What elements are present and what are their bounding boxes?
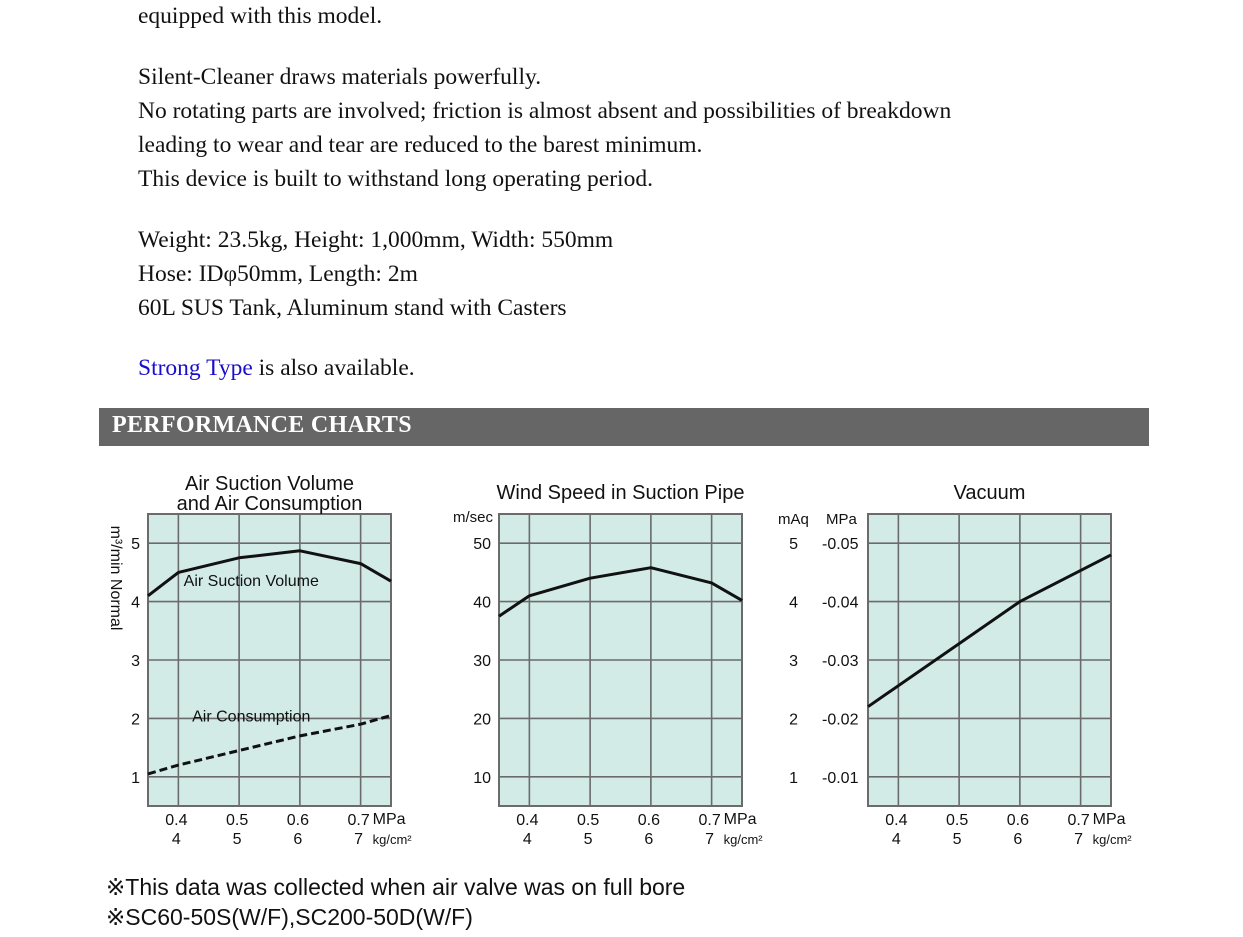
y-tick-label: 1 — [131, 769, 140, 787]
x-axis-unit: MPa — [1092, 811, 1126, 828]
y-tick-label: 40 — [473, 594, 491, 612]
x2-tick-label: 7 — [1074, 831, 1084, 848]
series-label: Air Consumption — [192, 708, 311, 726]
description-line: Silent-Cleaner draws materials powerfully. — [138, 64, 542, 90]
x-tick-label: 0.5 — [226, 812, 249, 829]
x-axis-unit: MPa — [372, 811, 406, 828]
chart-title: and Air Consumption — [176, 493, 363, 515]
y-tick-label: 10 — [473, 769, 491, 787]
y-tick-label: 4 — [789, 594, 798, 612]
y2-tick-label: -0.03 — [822, 653, 859, 670]
y-tick-label: 2 — [789, 711, 798, 729]
x-tick-label: 0.7 — [1067, 812, 1090, 829]
section-title: PERFORMANCE CHARTS — [112, 412, 412, 438]
y-tick-label: 3 — [131, 653, 140, 670]
x2-tick-label: 6 — [644, 831, 654, 848]
footnote: ※This data was collected when air valve was on full bore — [106, 874, 686, 900]
y-tick-label: 2 — [131, 711, 140, 729]
y2-tick-label: -0.05 — [822, 536, 859, 554]
x-tick-label: 0.5 — [946, 812, 969, 829]
y2-axis-unit: MPa — [826, 511, 857, 528]
y-axis-label: m³/min Normal — [107, 525, 124, 631]
intro-line: equipped with this model. — [138, 3, 383, 29]
footnote: ※SC60-50S(W/F),SC200-50D(W/F) — [106, 904, 473, 930]
strong-type-link[interactable]: Strong Type — [138, 355, 253, 381]
x-tick-label: 0.6 — [1006, 812, 1029, 829]
x2-tick-label: 4 — [171, 831, 181, 848]
x2-axis-unit: kg/cm² — [372, 832, 412, 847]
y-tick-label: 5 — [131, 536, 140, 554]
spec-line: 60L SUS Tank, Aluminum stand with Casters — [138, 295, 567, 321]
y-tick-label: 4 — [131, 594, 140, 612]
y2-tick-label: -0.04 — [822, 594, 859, 612]
description-line: This device is built to withstand long operating period. — [138, 166, 653, 192]
x2-tick-label: 5 — [952, 831, 962, 848]
x-tick-label: 0.4 — [885, 812, 908, 829]
y-axis-unit: mAq — [778, 511, 809, 528]
series-label: Air Suction Volume — [183, 572, 319, 590]
y2-tick-label: -0.02 — [822, 711, 859, 729]
x-tick-label: 0.6 — [637, 812, 660, 829]
x-tick-label: 0.5 — [577, 812, 600, 829]
y-tick-label: 3 — [789, 653, 798, 670]
y2-tick-label: -0.01 — [822, 769, 859, 787]
x-tick-label: 0.6 — [286, 812, 309, 829]
y-tick-label: 5 — [789, 536, 798, 554]
x-tick-label: 0.7 — [698, 812, 721, 829]
description-line: leading to wear and tear are reduced to the barest minimum. — [138, 132, 703, 158]
chart-title: Air Suction Volume — [185, 473, 354, 495]
spec-line: Hose: IDφ50mm, Length: 2m — [138, 261, 418, 287]
y-tick-label: 20 — [473, 711, 491, 729]
x2-tick-label: 7 — [705, 831, 715, 848]
y-tick-label: 1 — [789, 769, 798, 787]
y-tick-label: 30 — [473, 653, 491, 670]
x2-axis-unit: kg/cm² — [723, 832, 763, 847]
x-tick-label: 0.7 — [347, 812, 370, 829]
x-tick-label: 0.4 — [516, 812, 539, 829]
x2-tick-label: 4 — [891, 831, 901, 848]
x-axis-unit: MPa — [723, 811, 757, 828]
x2-tick-label: 5 — [583, 831, 593, 848]
x2-tick-label: 7 — [354, 831, 364, 848]
x-tick-label: 0.4 — [165, 812, 188, 829]
x2-axis-unit: kg/cm² — [1092, 832, 1132, 847]
x2-tick-label: 5 — [232, 831, 242, 848]
spec-line: Weight: 23.5kg, Height: 1,000mm, Width: 550mm — [138, 227, 614, 253]
x2-tick-label: 6 — [293, 831, 303, 848]
y-tick-label: 50 — [473, 536, 491, 554]
chart-title: Vacuum — [953, 482, 1026, 504]
x2-tick-label: 6 — [1013, 831, 1023, 848]
y-axis-unit: m/sec — [452, 509, 493, 526]
description-line: No rotating parts are involved; friction is almost absent and possibilities of breakdown — [138, 98, 952, 124]
x2-tick-label: 4 — [522, 831, 532, 848]
chart-title: Wind Speed in Suction Pipe — [496, 482, 745, 504]
availability-text: is also available. — [252, 355, 415, 381]
